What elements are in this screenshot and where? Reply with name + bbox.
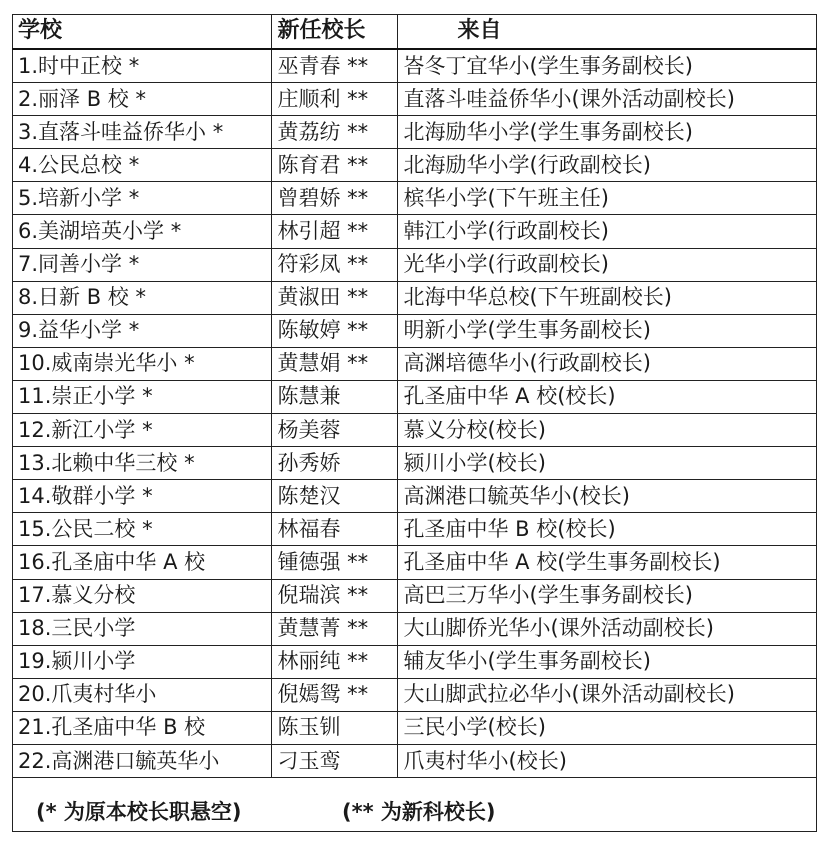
cell-school: 3.直落斗哇益侨华小 * [12, 116, 271, 149]
cell-school: 2.丽泽 B 校 * [12, 83, 271, 116]
cell-from: 高渊培德华小(行政副校长) [397, 347, 817, 380]
table-row [12, 744, 817, 777]
cell-from: 孔圣庙中华 A 校(校长) [397, 380, 817, 413]
cell-principal: 孙秀娇 [271, 447, 397, 480]
cell-from: 大山脚武拉必华小(课外活动副校长) [397, 678, 817, 711]
cell-from: 韩江小学(行政副校长) [397, 215, 817, 248]
cell-school: 18.三民小学 [12, 612, 271, 645]
cell-from: 三民小学(校长) [397, 711, 817, 744]
cell-principal: 符彩凤 ** [271, 248, 397, 281]
footnote [12, 794, 817, 830]
cell-principal: 黄淑田 ** [271, 281, 397, 314]
cell-from: 北海励华小学(学生事务副校长) [397, 116, 817, 149]
cell-school: 11.崇正小学 * [12, 380, 271, 413]
cell-school: 20.爪夷村华小 [12, 678, 271, 711]
cell-school: 9.益华小学 * [12, 314, 271, 347]
table-row [12, 248, 817, 281]
cell-principal: 黄慧菁 ** [271, 612, 397, 645]
table-row [12, 645, 817, 678]
cell-school: 5.培新小学 * [12, 182, 271, 215]
cell-principal: 曾碧娇 ** [271, 182, 397, 215]
cell-from: 明新小学(学生事务副校长) [397, 314, 817, 347]
table-row [12, 546, 817, 579]
cell-from: 孔圣庙中华 A 校(学生事务副校长) [397, 546, 817, 579]
cell-school: 21.孔圣庙中华 B 校 [12, 711, 271, 744]
table-row [12, 447, 817, 480]
table-row [12, 116, 817, 149]
table-row [12, 215, 817, 248]
header-principal: 新任校长 [271, 14, 397, 49]
cell-from: 峇冬丁宜华小(学生事务副校长) [397, 49, 817, 83]
cell-from: 爪夷村华小(校长) [397, 744, 817, 777]
table-row [12, 480, 817, 513]
cell-from: 光华小学(行政副校长) [397, 248, 817, 281]
table-row [12, 414, 817, 447]
cell-principal: 陈慧兼 [271, 380, 397, 413]
cell-principal: 刁玉鸾 [271, 744, 397, 777]
cell-principal: 陈玉钏 [271, 711, 397, 744]
header-from: 来自 [397, 14, 817, 49]
table-row [12, 182, 817, 215]
table-row [12, 49, 817, 83]
cell-principal: 倪嫣鸳 ** [271, 678, 397, 711]
footnote-new-principal: (** 为新科校长) [342, 800, 496, 824]
header-school: 学校 [12, 14, 271, 49]
cell-principal: 黄荔纺 ** [271, 116, 397, 149]
cell-school: 14.敬群小学 * [12, 480, 271, 513]
table-row [12, 83, 817, 116]
cell-from: 大山脚侨光华小(课外活动副校长) [397, 612, 817, 645]
table-row [12, 149, 817, 182]
cell-from: 颍川小学(校长) [397, 447, 817, 480]
cell-school: 19.颍川小学 [12, 645, 271, 678]
cell-school: 8.日新 B 校 * [12, 281, 271, 314]
table-row [12, 314, 817, 347]
cell-principal: 庄顺利 ** [271, 83, 397, 116]
cell-school: 10.威南崇光华小 * [12, 347, 271, 380]
table-row [12, 612, 817, 645]
table-row [12, 678, 817, 711]
cell-school: 7.同善小学 * [12, 248, 271, 281]
cell-principal: 巫青春 ** [271, 49, 397, 83]
cell-from: 慕义分校(校长) [397, 414, 817, 447]
table-row [12, 711, 817, 744]
cell-from: 槟华小学(下午班主任) [397, 182, 817, 215]
table-row [12, 281, 817, 314]
cell-principal: 陈敏婷 ** [271, 314, 397, 347]
cell-school: 22.高渊港口毓英华小 [12, 744, 271, 777]
cell-school: 4.公民总校 * [12, 149, 271, 182]
cell-school: 1.时中正校 * [12, 49, 271, 83]
cell-principal: 倪瑞滨 ** [271, 579, 397, 612]
cell-from: 辅友华小(学生事务副校长) [397, 645, 817, 678]
cell-principal: 锺德强 ** [271, 546, 397, 579]
cell-principal: 黄慧娟 ** [271, 347, 397, 380]
table-row [12, 513, 817, 546]
cell-from: 孔圣庙中华 B 校(校长) [397, 513, 817, 546]
cell-principal: 林福春 [271, 513, 397, 546]
principal-appointment-table [12, 14, 817, 778]
cell-principal: 林引超 ** [271, 215, 397, 248]
table-row [12, 579, 817, 612]
cell-school: 17.慕义分校 [12, 579, 271, 612]
cell-from: 直落斗哇益侨华小(课外活动副校长) [397, 83, 817, 116]
cell-from: 北海中华总校(下午班副校长) [397, 281, 817, 314]
cell-principal: 林丽纯 ** [271, 645, 397, 678]
cell-from: 高渊港口毓英华小(校长) [397, 480, 817, 513]
cell-principal: 陈楚汉 [271, 480, 397, 513]
cell-school: 12.新江小学 * [12, 414, 271, 447]
table-row [12, 380, 817, 413]
cell-school: 15.公民二校 * [12, 513, 271, 546]
cell-school: 13.北赖中华三校 * [12, 447, 271, 480]
cell-from: 北海励华小学(行政副校长) [397, 149, 817, 182]
cell-principal: 杨美蓉 [271, 414, 397, 447]
footnote-vacant: (* 为原本校长职悬空) [36, 800, 242, 824]
cell-principal: 陈育君 ** [271, 149, 397, 182]
cell-from: 高巴三万华小(学生事务副校长) [397, 579, 817, 612]
cell-school: 16.孔圣庙中华 A 校 [12, 546, 271, 579]
table-row [12, 347, 817, 380]
cell-school: 6.美湖培英小学 * [12, 215, 271, 248]
table-header-row [12, 14, 817, 49]
